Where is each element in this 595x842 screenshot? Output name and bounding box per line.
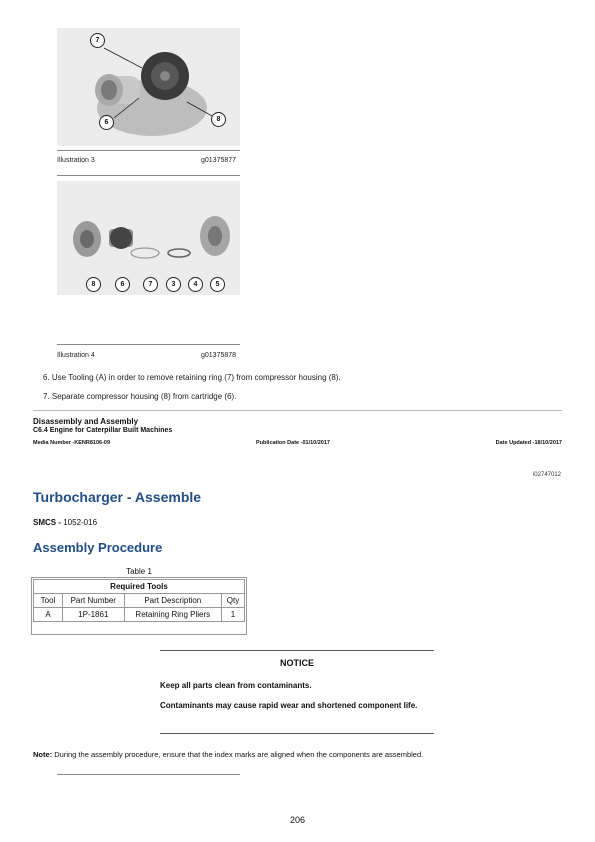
doc-id: i02747012	[532, 472, 561, 478]
illustration-3-caption: Illustration 3	[57, 157, 95, 164]
notice-top-rule	[160, 650, 434, 651]
rule	[57, 344, 240, 345]
callout-7: 7	[90, 33, 105, 48]
callout-8: 8	[211, 112, 226, 127]
column-header: Part Number	[63, 594, 125, 608]
column-header: Part Description	[124, 594, 221, 608]
doc-title: Disassembly and Assembly	[33, 417, 139, 426]
date-updated: Date Updated -18/10/2017	[495, 440, 562, 446]
callout-5: 5	[210, 277, 225, 292]
note-text: During the assembly procedure, ensure that the index marks are aligned when the components are assembled.	[52, 750, 424, 759]
section-title: Turbocharger - Assemble	[33, 489, 202, 505]
smcs-label: SMCS -	[33, 518, 61, 527]
step-7: 7. Separate compressor housing (8) from cartridge (6).	[43, 392, 237, 401]
rule	[57, 175, 240, 176]
smcs	[33, 518, 97, 527]
step-6: 6. Use Tooling (A) in order to remove retaining ring (7) from compressor housing (8).	[43, 373, 341, 382]
notice-bottom-rule	[160, 733, 434, 734]
page-number: 206	[289, 815, 306, 825]
rule	[57, 150, 240, 151]
illustration-3-photo	[57, 28, 240, 146]
table-row	[34, 608, 245, 622]
table-cell: A	[34, 608, 63, 622]
illustration-4-caption: Illustration 4	[57, 352, 95, 359]
table-cell: 1P-1861	[63, 608, 125, 622]
note	[33, 750, 563, 759]
table-caption: Table 1	[126, 567, 152, 576]
media-number: Media Number -KENR8106-09	[33, 440, 111, 446]
illustration-3-code: g01375877	[201, 157, 237, 164]
column-header: Qty	[222, 594, 245, 608]
notice-title: NOTICE	[279, 658, 314, 668]
turbocharger-cartridge-image	[57, 28, 240, 146]
required-tools-table	[33, 579, 245, 622]
callout-4: 4	[188, 277, 203, 292]
notice-line-1: Keep all parts clean from contaminants.	[160, 681, 312, 690]
callout-6: 6	[115, 277, 130, 292]
header-rule	[33, 410, 562, 411]
illustration-4-code: g01375878	[201, 352, 237, 359]
notice-line-2: Contaminants may cause rapid wear and shortened component life.	[160, 701, 418, 710]
note-label: Note:	[33, 750, 53, 759]
callout-6: 6	[99, 115, 114, 130]
publication-date: Publication Date -01/10/2017	[256, 440, 330, 446]
procedure-title: Assembly Procedure	[33, 540, 163, 555]
table-cell: Retaining Ring Pliers	[124, 608, 221, 622]
rule	[57, 774, 240, 775]
table-cell: 1	[222, 608, 245, 622]
column-header: Tool	[34, 594, 63, 608]
table-heading: Required Tools	[34, 580, 245, 594]
callout-8: 8	[86, 277, 101, 292]
smcs-value: 1052-016	[61, 518, 98, 527]
callout-3: 3	[166, 277, 181, 292]
doc-subtitle: C6.4 Engine for Caterpillar Built Machines	[33, 427, 173, 434]
callout-7: 7	[143, 277, 158, 292]
